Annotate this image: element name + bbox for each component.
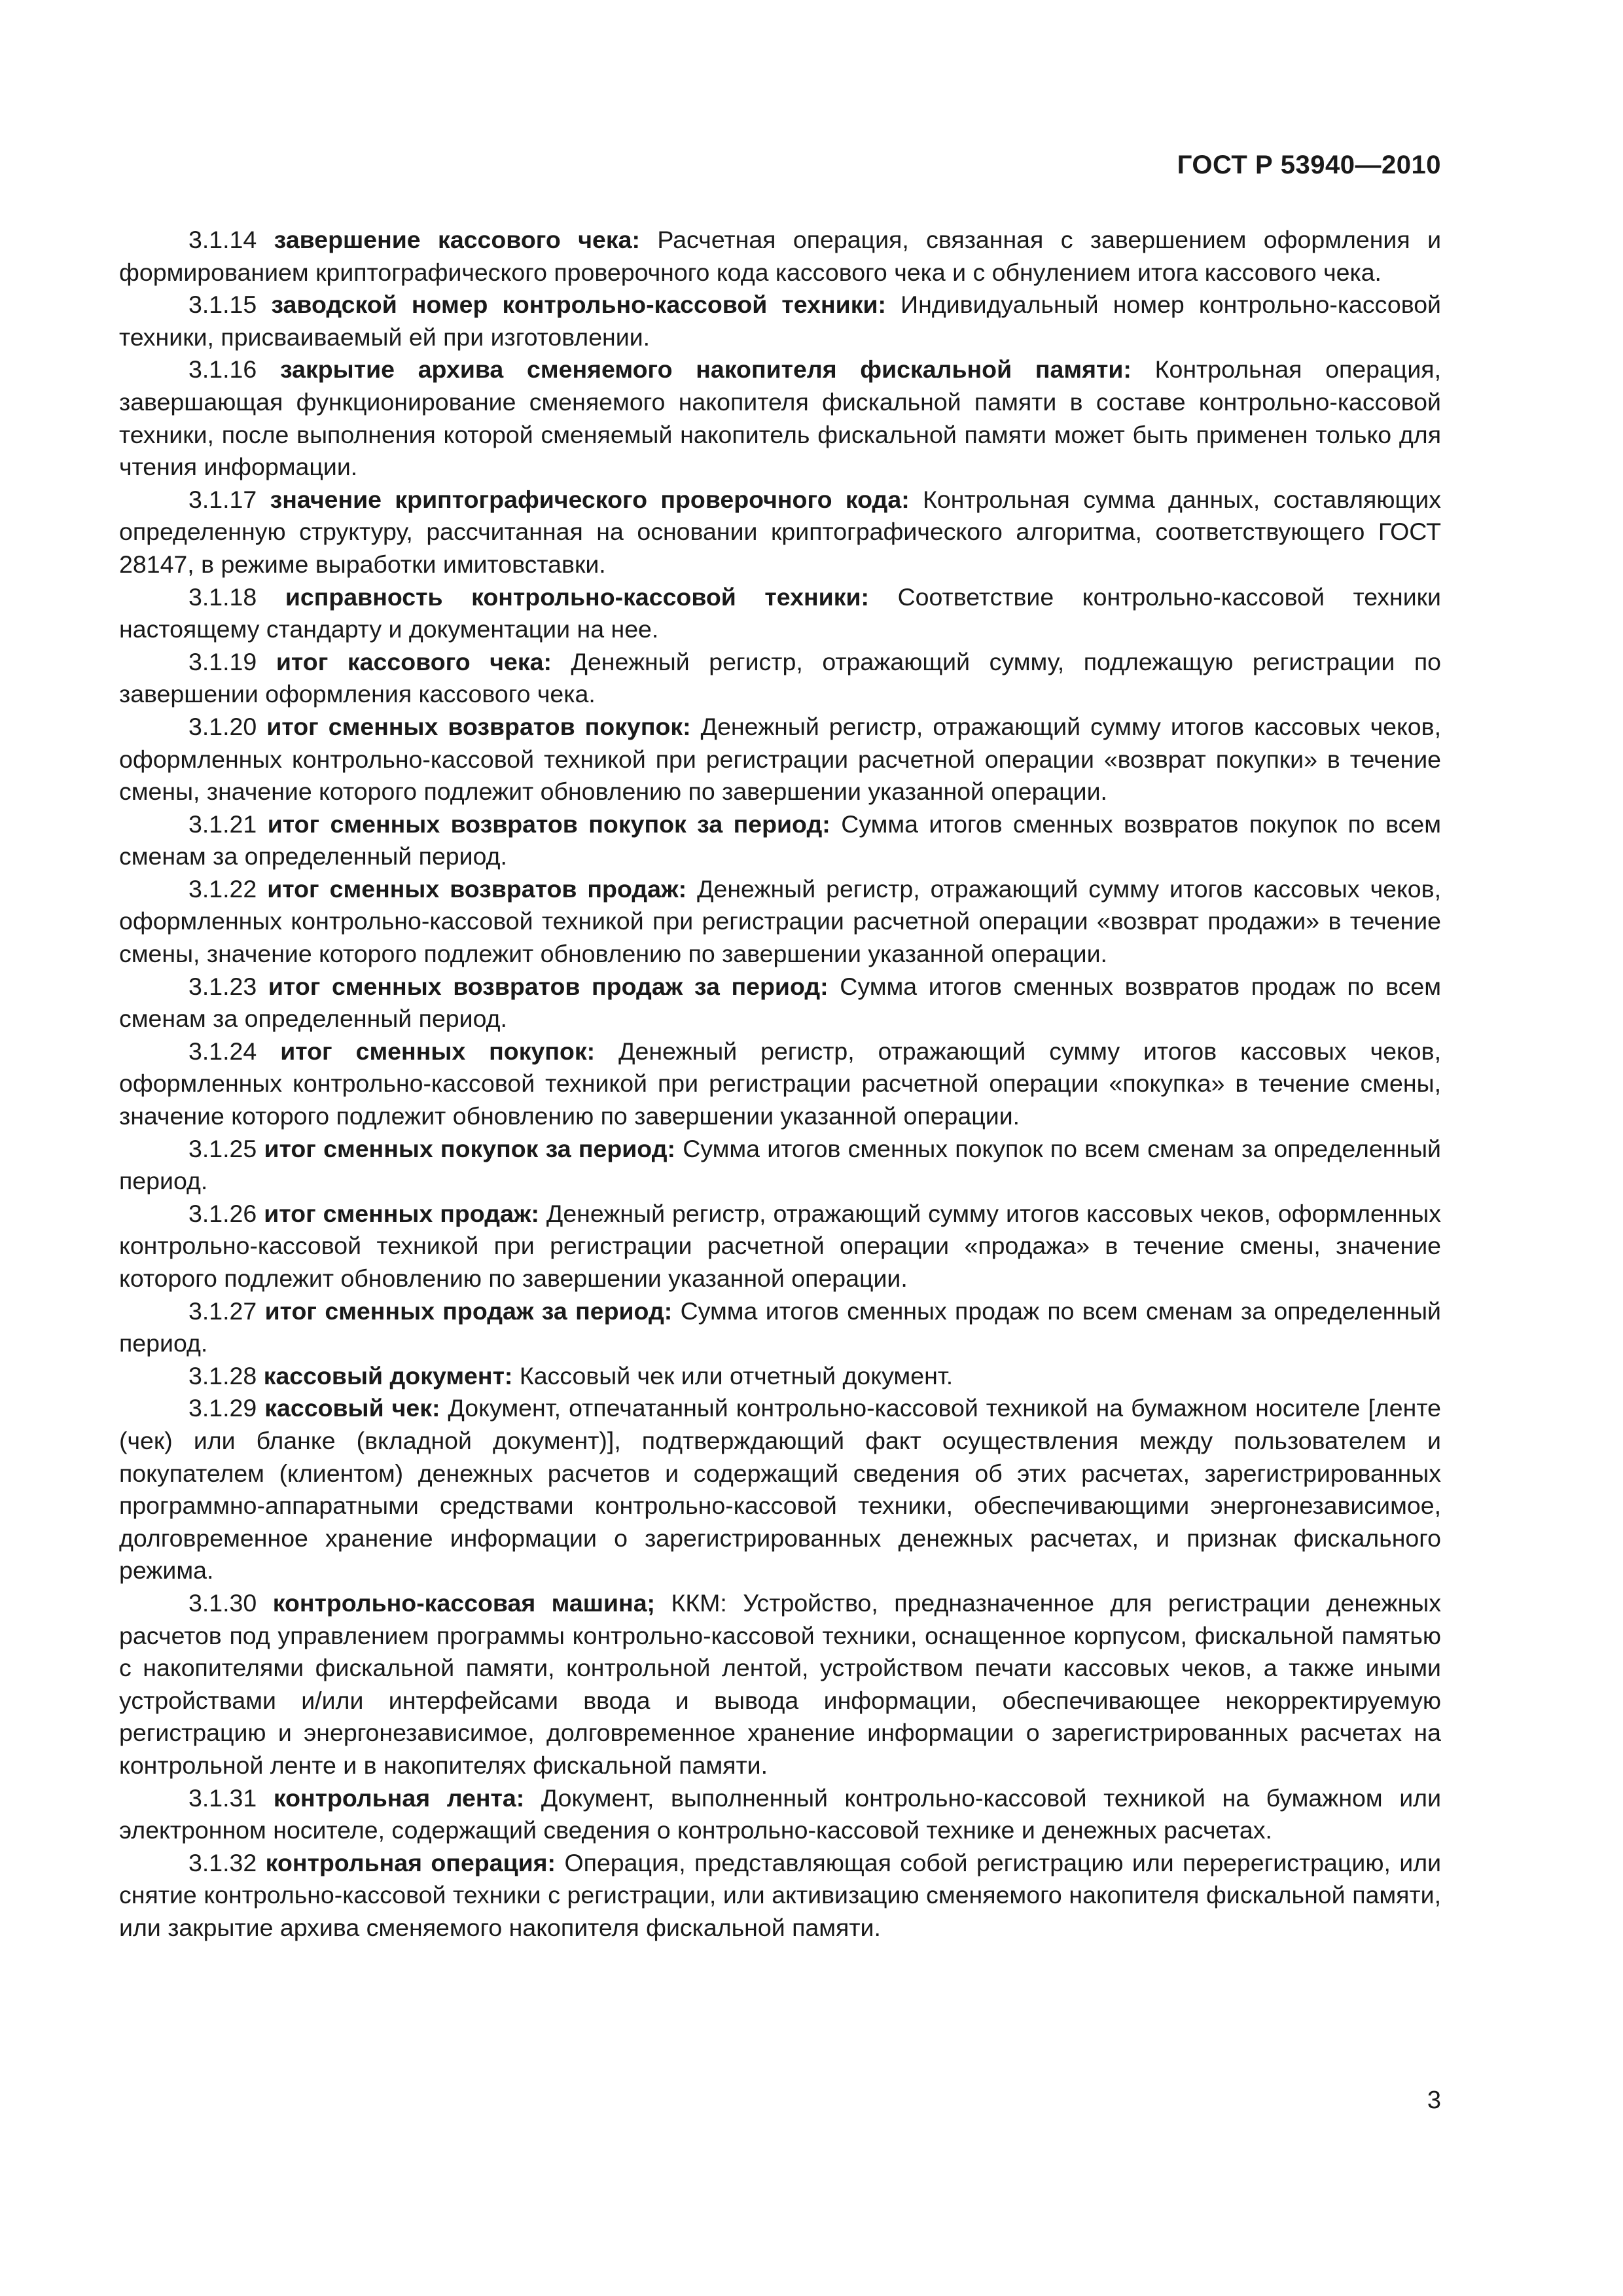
entry-definition: Сумма итогов сменных продаж по всем сменам за определенный период. bbox=[119, 1297, 1441, 1357]
entry-term: итог сменных покупок: bbox=[280, 1037, 596, 1065]
entry-term: значение криптографического проверочного кода: bbox=[270, 485, 910, 513]
entry-term: кассовый документ: bbox=[263, 1361, 513, 1390]
entry-number: 3.1.28 bbox=[188, 1361, 257, 1390]
entry-definition: Операция, представляющая собой регистрацию или перерегистрацию, или снятие контрольно-кассовой техники с регистрации, или активизацию сменяемого накопителя фискальной памяти, или закрытие архива сменяемого накопителя фискальной памяти. bbox=[119, 1848, 1442, 1941]
definition-entry bbox=[119, 1587, 1441, 1782]
entry-term: завершение кассового чека: bbox=[274, 226, 640, 253]
definition-entry bbox=[119, 1392, 1441, 1587]
entry-term: кассовый чек: bbox=[264, 1394, 440, 1422]
entry-number: 3.1.27 bbox=[188, 1297, 257, 1325]
entry-term: контрольно-кассовая машина; bbox=[272, 1588, 656, 1617]
definition-entry bbox=[119, 581, 1441, 646]
entry-definition: Денежный регистр, отражающий сумму итогов кассовых чеков, оформленных контрольно-кассовой техникой при регистрации расчетной операции «покупка» в течение смены, значение которого подлежит обновлению по завершении указанной операции. bbox=[119, 1037, 1441, 1130]
entry-definition: Сумма итогов сменных возвратов покупок по всем сменам за определенный период. bbox=[119, 810, 1442, 870]
definition-entry bbox=[119, 1035, 1441, 1133]
definition-entry bbox=[119, 1133, 1441, 1198]
entry-definition: Документ, выполненный контрольно-кассовой техникой на бумажном или электронном носителе, содержащий сведения о контрольно-кассовой технике и денежных расчетах. bbox=[119, 1784, 1442, 1844]
entry-term: итог сменных продаж за период: bbox=[264, 1297, 673, 1325]
page-number: 3 bbox=[1427, 2087, 1441, 2114]
entry-term: итог кассового чека: bbox=[276, 647, 552, 675]
definition-entry bbox=[119, 224, 1441, 289]
entry-term: итог сменных возвратов продаж за период: bbox=[268, 972, 829, 1000]
document-page bbox=[119, 0, 1441, 2296]
entry-number: 3.1.14 bbox=[188, 226, 257, 253]
entry-term: итог сменных покупок за период: bbox=[264, 1134, 675, 1162]
definition-entry bbox=[119, 711, 1441, 808]
entry-definition: ККМ: Устройство, предназначенное для регистрации денежных расчетов под управлением программы контрольно-кассовой техники, оснащенное корпусом, фискальной памятью с накопителями фискальной памяти, контрольной лентой, устройством печати кассовых чеков, а также иными устройствами и/или интерфейсами ввода и вывода информации, обеспечивающее некорректируемую регистрацию и энергонезависимое, долговременное хранение информации о зарегистрированных расчетах на контрольной ленте и в накопителях фискальной памяти. bbox=[119, 1588, 1441, 1779]
definition-entry bbox=[119, 1782, 1441, 1847]
entry-number: 3.1.15 bbox=[188, 291, 257, 319]
entry-term: итог сменных возвратов покупок: bbox=[266, 712, 691, 740]
entry-definition: Контрольная сумма данных, составляющих определенную структуру, рассчитанная на основании криптографического алгоритма, соответствующего ГОСТ 28147, в режиме выработки имитовставки. bbox=[119, 485, 1442, 578]
definition-entry bbox=[119, 971, 1441, 1035]
entry-number: 3.1.20 bbox=[188, 712, 257, 740]
definition-entry bbox=[119, 1198, 1441, 1295]
entry-definition: Сумма итогов сменных возвратов продаж по всем сменам за определенный период. bbox=[119, 972, 1442, 1033]
entry-definition: Расчетная операция, связанная с завершением оформления и формированием криптографического проверочного кода кассового чека и с обнулением итога кассового чека. bbox=[119, 226, 1442, 286]
entry-definition: Денежный регистр, отражающий сумму итогов кассовых чеков, оформленных контрольно-кассовой техникой при регистрации расчетной операции «возврат продажи» в течение смены, значение которого подлежит обновлению по завершении указанной операции. bbox=[119, 874, 1442, 968]
entry-number: 3.1.24 bbox=[188, 1037, 257, 1065]
entry-definition: Контрольная операция, завершающая функционирование сменяемого накопителя фискальной памяти в составе контрольно-кассовой техники, после выполнения которой сменяемый накопитель фискальной памяти может быть применен только для чтения информации. bbox=[119, 355, 1442, 481]
entry-term: исправность контрольно-кассовой техники: bbox=[285, 583, 870, 611]
definition-entry bbox=[119, 353, 1441, 483]
entry-definition: Индивидуальный номер контрольно-кассовой техники, присваиваемый ей при изготовлении. bbox=[119, 291, 1441, 351]
document-code-header: ГОСТ Р 53940—2010 bbox=[1177, 151, 1441, 179]
entry-number: 3.1.19 bbox=[188, 647, 257, 675]
definition-entry bbox=[119, 646, 1441, 711]
entry-number: 3.1.31 bbox=[188, 1784, 257, 1812]
entry-number: 3.1.22 bbox=[188, 874, 257, 903]
entry-definition: Денежный регистр, отражающий сумму итогов кассовых чеков, оформленных контрольно-кассовой техникой при регистрации расчетной операции «возврат покупки» в течение смены, значение которого подлежит обновлению по завершении указанной операции. bbox=[119, 712, 1442, 806]
definition-entry bbox=[119, 1847, 1441, 1945]
entry-number: 3.1.32 bbox=[188, 1848, 257, 1876]
definition-entry bbox=[119, 1295, 1441, 1360]
entry-number: 3.1.26 bbox=[188, 1199, 257, 1227]
entry-definition: Сумма итогов сменных покупок по всем сменам за определенный период. bbox=[119, 1134, 1442, 1195]
entry-number: 3.1.30 bbox=[188, 1588, 257, 1617]
entry-definition: Денежный регистр, отражающий сумму, подлежащую регистрации по завершении оформления кассового чека. bbox=[119, 647, 1442, 708]
entry-term: итог сменных продаж: bbox=[264, 1199, 539, 1227]
entry-term: итог сменных возвратов покупок за период: bbox=[267, 810, 830, 838]
definitions-list bbox=[119, 224, 1441, 1944]
definition-entry bbox=[119, 1360, 1441, 1393]
entry-number: 3.1.16 bbox=[188, 355, 257, 384]
entry-number: 3.1.21 bbox=[188, 810, 257, 838]
entry-definition: Документ, отпечатанный контрольно-кассовой техникой на бумажном носителе [ленте (чек) или бланке (вкладной документ)], подтверждающий факт осуществления между пользователем и покупателем (клиентом) денежных расчетов и содержащий сведения об этих расчетах, зарегистрированных программно-аппаратными средствами контрольно-кассовой техники, обеспечивающими энергонезависимое, долговременное хранение информации о зарегистрированных денежных расчетах, и признак фискального режима. bbox=[119, 1394, 1441, 1585]
entry-definition: Кассовый чек или отчетный документ. bbox=[519, 1361, 954, 1390]
entry-term: контрольная операция: bbox=[265, 1848, 556, 1876]
entry-term: закрытие архива сменяемого накопителя фискальной памяти: bbox=[280, 355, 1132, 384]
entry-number: 3.1.23 bbox=[188, 972, 257, 1000]
definition-entry bbox=[119, 808, 1441, 873]
definition-entry bbox=[119, 289, 1441, 353]
entry-number: 3.1.25 bbox=[188, 1134, 257, 1162]
entry-number: 3.1.18 bbox=[188, 583, 257, 611]
definition-entry bbox=[119, 484, 1441, 581]
entry-number: 3.1.17 bbox=[188, 485, 257, 513]
entry-number: 3.1.29 bbox=[188, 1394, 257, 1422]
entry-term: заводской номер контрольно-кассовой техники: bbox=[271, 291, 887, 319]
entry-term: контрольная лента: bbox=[273, 1784, 525, 1812]
definition-entry bbox=[119, 873, 1441, 971]
entry-definition: Денежный регистр, отражающий сумму итогов кассовых чеков, оформленных контрольно-кассовой техникой при регистрации расчетной операции «продажа» в течение смены, значение которого подлежит обновлению по завершении указанной операции. bbox=[119, 1199, 1441, 1292]
entry-definition: Соответствие контрольно-кассовой техники настоящему стандарту и документации на нее. bbox=[119, 583, 1441, 643]
entry-term: итог сменных возвратов продаж: bbox=[267, 874, 687, 903]
